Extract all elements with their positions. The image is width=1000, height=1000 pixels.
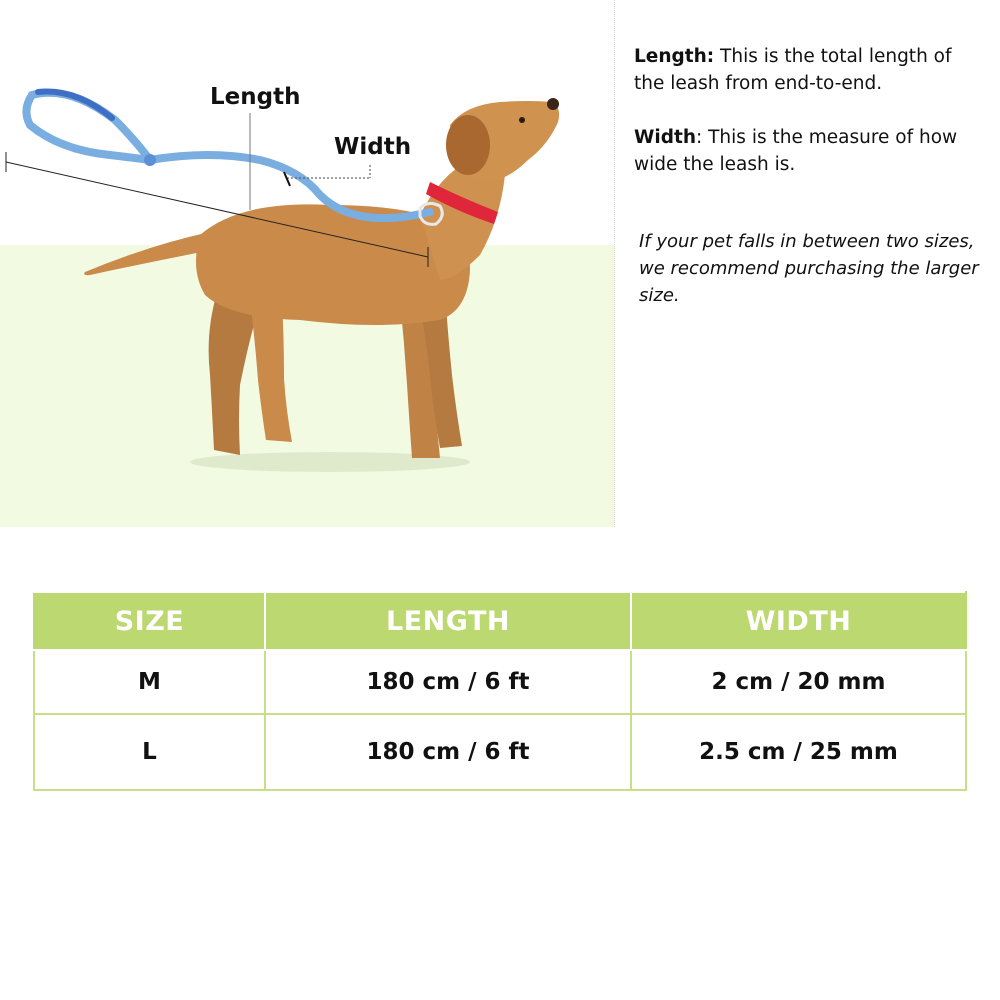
header-width: WIDTH — [631, 592, 966, 650]
length-diagram-label: Length — [210, 84, 301, 110]
header-length: LENGTH — [265, 592, 631, 650]
dog-eye — [519, 117, 525, 123]
cell-length: 180 cm / 6 ft — [265, 650, 631, 714]
table-row — [34, 714, 966, 790]
dog-back-leg-right — [250, 300, 292, 442]
dog-nose — [547, 98, 559, 110]
cell-size: M — [34, 650, 265, 714]
cell-size: L — [34, 714, 265, 790]
table-row — [34, 650, 966, 714]
cell-length: 180 cm / 6 ft — [265, 714, 631, 790]
product-photo-panel — [0, 0, 615, 527]
panel-divider — [614, 0, 615, 527]
width-definition — [634, 124, 979, 178]
sizing-note: If your pet falls in between two sizes, we recommend purchasing the larger size. — [639, 231, 979, 306]
table-header-row — [34, 592, 966, 650]
cell-width: 2.5 cm / 25 mm — [631, 714, 966, 790]
width-diagram-label: Width — [334, 134, 412, 160]
dog-with-leash-illustration — [0, 0, 615, 527]
header-size: SIZE — [34, 592, 265, 650]
dog-ear — [446, 115, 490, 175]
dog-tail — [84, 232, 212, 275]
size-chart-table — [33, 591, 967, 791]
width-description: : This is the measure of how wide the leash is. — [634, 127, 958, 175]
cell-width: 2 cm / 20 mm — [631, 650, 966, 714]
width-term: Width — [634, 127, 697, 148]
length-definition — [634, 43, 979, 97]
length-description: This is the total length of the leash from end-to-end. — [634, 46, 952, 94]
leash-stopper — [144, 154, 156, 166]
length-term: Length: — [634, 46, 715, 67]
